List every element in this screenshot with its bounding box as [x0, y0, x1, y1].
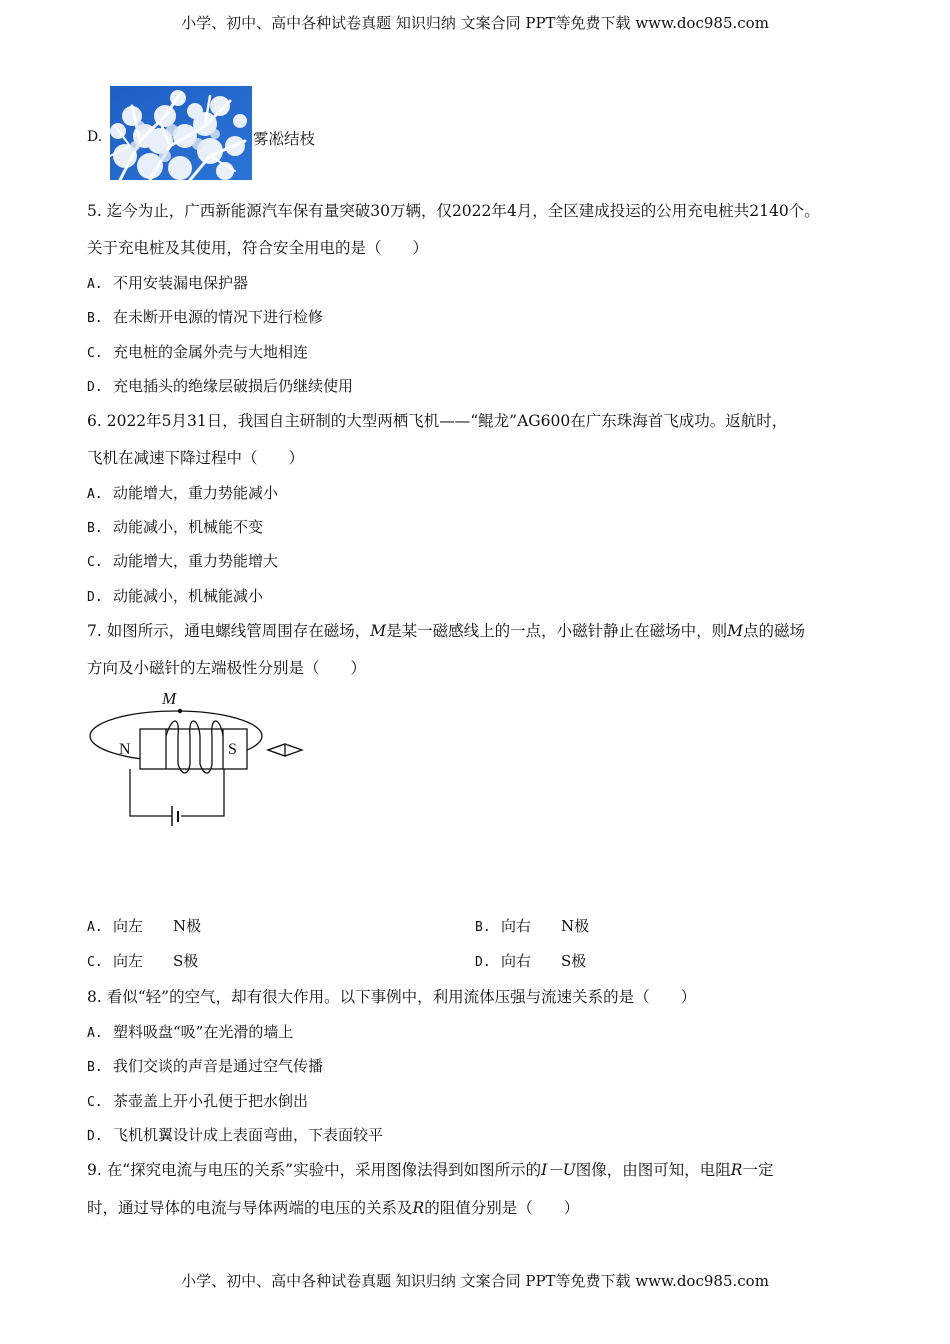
q6-stem-line1: 6. 2022年5月31日，我国自主研制的大型两栖飞机——“鲲龙”AG600在广东珠海首飞成功。返航时，	[87, 412, 788, 430]
q6-option-c[interactable]: C. 动能增大，重力势能增大	[87, 552, 279, 570]
q8-option-a[interactable]: A. 塑料吸盘“吸”在光滑的墙上	[87, 1023, 294, 1041]
north-pole-label: N	[119, 741, 131, 758]
q8-option-d[interactable]: D. 飞机机翼设计成上表面弯曲，下表面较平	[87, 1126, 384, 1144]
q6-option-d[interactable]: D. 动能减小，机械能减小	[87, 587, 264, 605]
q8-option-c[interactable]: C. 茶壶盖上开小孔便于把水倒出	[87, 1092, 309, 1110]
point-m-label: M	[162, 689, 177, 708]
point-m-dot	[178, 709, 182, 713]
page-header: 小学、初中、高中各种试卷真题 知识归纳 文案合同 PPT等免费下载 www.doc985.com	[181, 14, 769, 32]
q5-stem-line1: 5. 迄今为止，广西新能源汽车保有量突破30万辆，仅2022年4月，全区建成投运的公用充电桩共2140个。	[87, 202, 820, 220]
q8-stem: 8. 看似“轻”的空气，却有很大作用。以下事例中，利用流体压强与流速关系的是（ ）	[87, 988, 697, 1006]
q5-option-b[interactable]: B. 在未断开电源的情况下进行检修	[87, 308, 324, 326]
q7-stem-line1: 7. 如图所示，通电螺线管周围存在磁场，M是某一磁感线上的一点，小磁针静止在磁场中，则M点的磁场	[87, 622, 805, 640]
q4-option-d-label: D.	[87, 129, 103, 145]
q7-option-c[interactable]: C. 向左 S极	[87, 952, 199, 970]
q4-option-d-text: 雾凇结枝	[253, 130, 316, 148]
q9-stem-line1: 9. 在“探究电流与电压的关系”实验中，采用图像法得到如图所示的I－U图像，由图可知，电阻R一定	[87, 1161, 774, 1179]
page-footer: 小学、初中、高中各种试卷真题 知识归纳 文案合同 PPT等免费下载 www.doc985.com	[181, 1272, 769, 1290]
q8-option-b[interactable]: B. 我们交谈的声音是通过空气传播	[87, 1057, 324, 1075]
q6-option-b[interactable]: B. 动能减小，机械能不变	[87, 518, 264, 536]
circuit-wire-right	[181, 769, 224, 816]
q7-stem-line2: 方向及小磁针的左端极性分别是（ ）	[87, 659, 367, 677]
q9-stem-line2: 时，通过导体的电流与导体两端的电压的关系及R的阻值分别是（ ）	[87, 1199, 580, 1217]
circuit-wire-left	[130, 769, 172, 816]
q7-option-a[interactable]: A. 向左 N极	[87, 917, 202, 935]
q5-option-a[interactable]: A. 不用安装漏电保护器	[87, 274, 249, 292]
south-pole-label: S	[228, 741, 237, 758]
solenoid-diagram	[86, 686, 316, 836]
q7-option-d[interactable]: D. 向右 S极	[475, 952, 587, 970]
q6-stem-line2: 飞机在减速下降过程中（ ）	[87, 449, 305, 467]
frost-branches-photo	[110, 86, 252, 180]
q7-option-b[interactable]: B. 向右 N极	[475, 917, 590, 935]
q5-stem-line2: 关于充电桩及其使用，符合安全用电的是（ ）	[87, 239, 429, 257]
q5-option-c[interactable]: C. 充电桩的金属外壳与大地相连	[87, 343, 309, 361]
q6-option-a[interactable]: A. 动能增大，重力势能减小	[87, 484, 279, 502]
q5-option-d[interactable]: D. 充电插头的绝缘层破损后仍继续使用	[87, 377, 354, 395]
